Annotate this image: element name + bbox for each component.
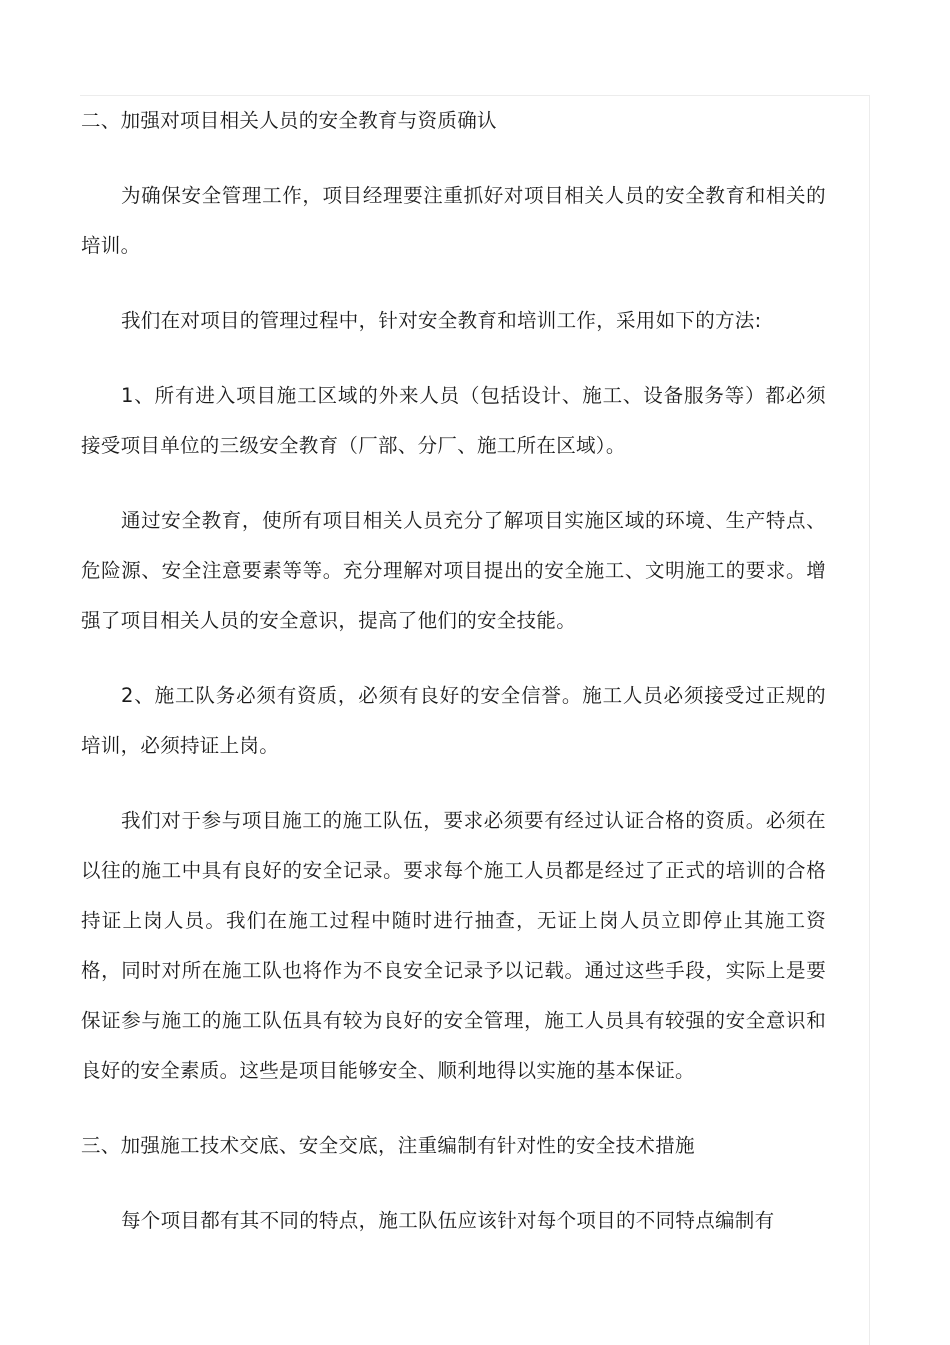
paragraph: 通过安全教育，使所有项目相关人员充分了解项目实施区域的环境、生产特点、危险源、安全注意要素等等。充分理解对项目提出的安全施工、文明施工的要求。增强了项目相关人员的安全意识，提高了他们的安全技能。 (81, 509, 826, 632)
document-body (81, 96, 826, 1246)
section-heading-2: 二、加强对项目相关人员的安全教育与资质确认 (81, 109, 497, 132)
paragraph: 我们对于参与项目施工的施工队伍，要求必须要有经过认证合格的资质。必须在以往的施工中具有良好的安全记录。要求每个施工人员都是经过了正式的培训的合格持证上岗人员。我们在施工过程中随时进行抽查，无证上岗人员立即停止其施工资格，同时对所在施工队也将作为不良安全记录予以记载。通过这些手段，实际上是要保证参与施工的施工队伍具有较为良好的安全管理，施工人员具有较强的安全意识和良好的安全素质。这些是项目能够安全、顺利地得以实施的基本保证。 (81, 809, 826, 1082)
paragraph: 我们在对项目的管理过程中，针对安全教育和培训工作，采用如下的方法: (121, 309, 762, 332)
paragraph: 为确保安全管理工作，项目经理要注重抓好对项目相关人员的安全教育和相关的培训。 (81, 184, 826, 257)
section-heading-3: 三、加强施工技术交底、安全交底，注重编制有针对性的安全技术措施 (81, 1134, 695, 1157)
paragraph: 每个项目都有其不同的特点，施工队伍应该针对每个项目的不同特点编制有 (121, 1209, 775, 1232)
paragraph: 1、所有进入项目施工区域的外来人员（包括设计、施工、设备服务等）都必须接受项目单位的三级安全教育（厂部、分厂、施工所在区域）。 (81, 384, 826, 457)
paragraph: 2、施工队务必须有资质，必须有良好的安全信誉。施工人员必须接受过正规的培训，必须持证上岗。 (81, 684, 826, 757)
